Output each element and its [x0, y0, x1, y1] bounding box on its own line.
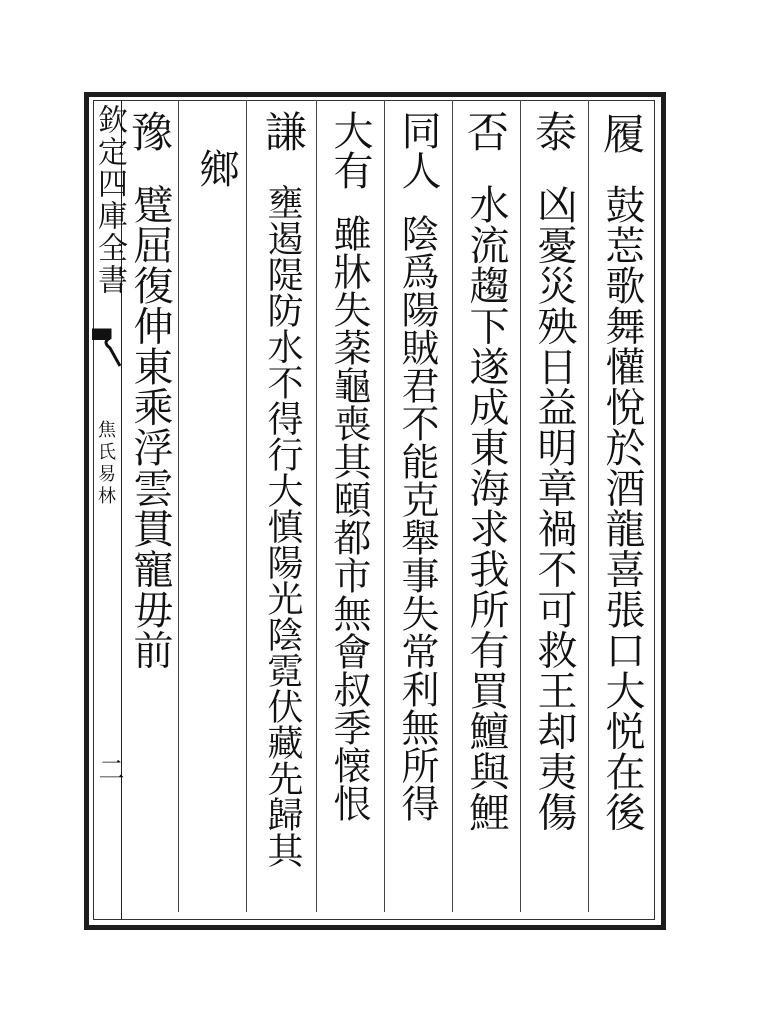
column-rule — [178, 100, 179, 912]
hexagram-name: 豫 — [125, 110, 174, 152]
column-rule — [246, 100, 247, 912]
margin-title: 欽定四庫全書 — [92, 104, 127, 296]
hexagram-name: 同人 — [395, 110, 441, 190]
hexagram-name: 否 — [461, 110, 510, 152]
verse-continuation: 鄉 — [193, 148, 239, 188]
verse-text: 鼓莣歌舞懽悅於酒龍喜張口大悦在後 — [599, 184, 645, 832]
page-number: 二 — [94, 756, 124, 782]
verse-text: 雖牀失棻龜喪其頤都市無會叔季懐恨 — [327, 214, 371, 822]
column-rule — [520, 100, 521, 912]
column-rule — [588, 100, 589, 912]
hexagram-name: 履 — [597, 112, 646, 154]
verse-text: 水流趨下遂成東海求我所有買鱣與鯉 — [463, 184, 509, 832]
verse-text: 凶憂災殃日益明章禍不可救王却夷傷 — [531, 184, 577, 832]
hexagram-name: 大有 — [327, 110, 373, 190]
margin-book-title: 焦氏易林 — [95, 420, 116, 508]
hexagram-name: 泰 — [529, 110, 578, 152]
column-rule — [384, 100, 385, 912]
fish-tail-mark — [90, 328, 122, 368]
verse-text: 躄屈復伸東乘浮雲貫寵毋前 — [127, 184, 173, 670]
verse-text: 陰爲陽賊君不能克舉事失常利無所得 — [395, 214, 439, 822]
hexagram-name: 謙 — [259, 110, 308, 152]
verse-text: 壅遏隄防水不得行大慎陽光陰霓伏藏先歸其 — [262, 184, 303, 868]
column-rule — [452, 100, 453, 912]
column-rule — [316, 100, 317, 912]
